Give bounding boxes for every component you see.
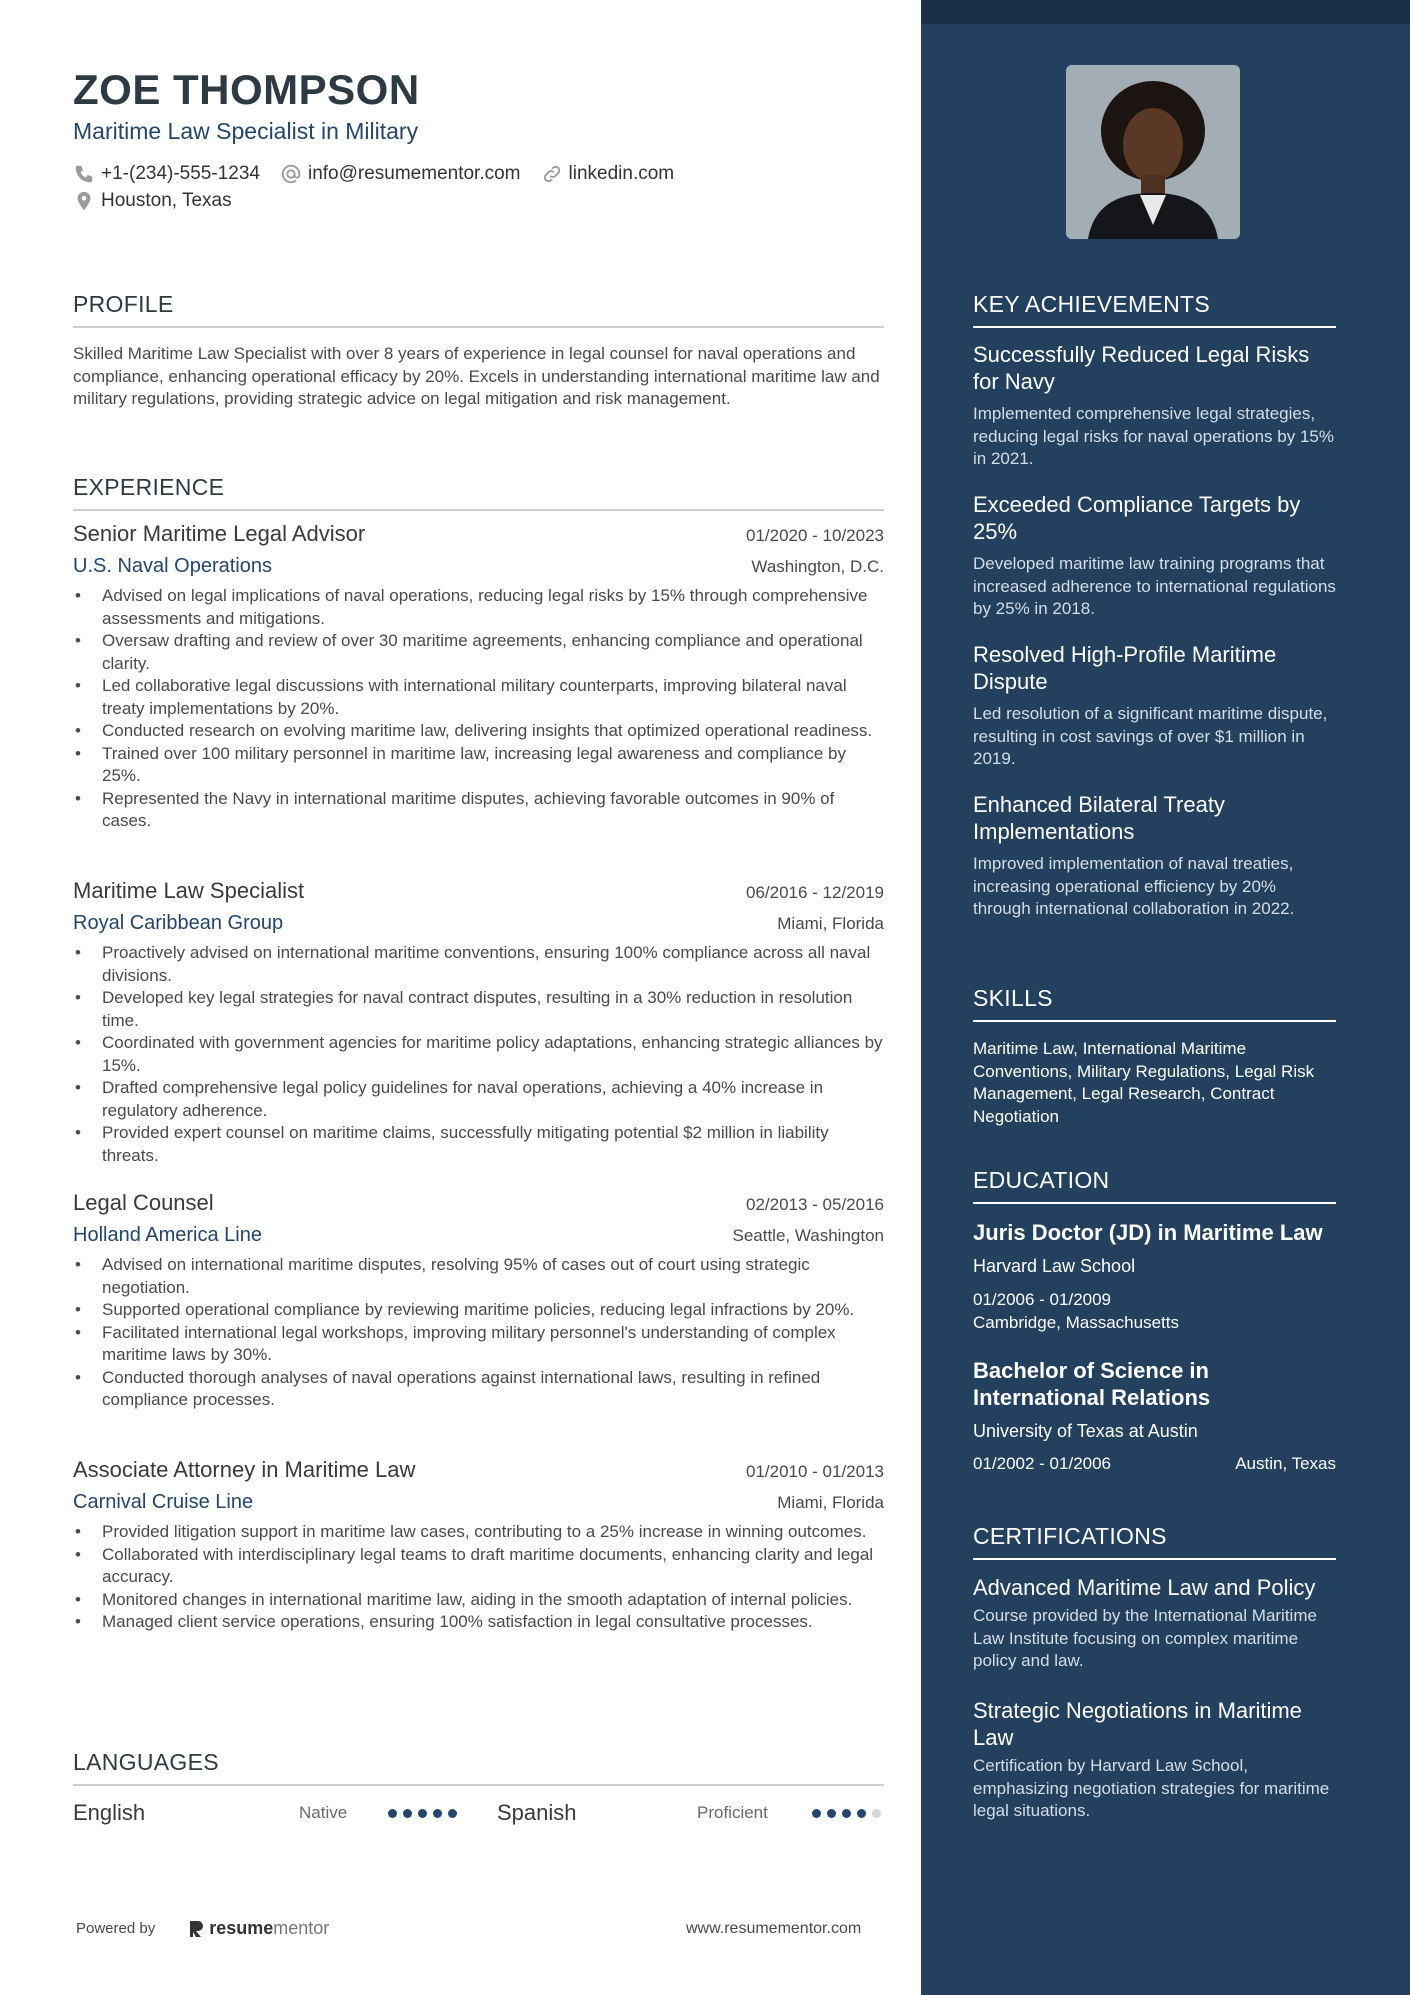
language-name: English [73,1800,146,1825]
achievement-desc: Improved implementation of naval treaties, increasing operational efficiency by 20% through international collaboration in 2022. [973,854,1295,918]
rating-dot-filled [388,1809,397,1818]
job-dates: 06/2016 - 12/2019 [745,883,884,902]
profile-summary: Skilled Maritime Law Specialist with over 8 years of experience in legal counsel for naval operations and compliance, enhancing operational efficacy by 20%. Excels in understanding international maritime law and military regulations, providing strategic advice on legal mitigation and risk management. [73,344,880,408]
job-entry [73,1190,884,1412]
job-bullet: • Managed client service operations, ensuring 100% satisfaction in legal consultative processes. [73,1611,884,1634]
job-entry [73,1457,884,1634]
rating-dot-filled [448,1809,457,1818]
education-item [973,1357,1336,1474]
job-bullet: • Supported operational compliance by reviewing maritime policies, reducing legal infractions by 20%. [73,1299,884,1322]
education-degree: Bachelor of Science in International Relations [973,1358,1211,1410]
job-entry [73,521,884,833]
achievement-title: Resolved High-Profile Maritime Dispute [973,642,1277,694]
portrait-photo-icon [1066,65,1240,239]
job-bullet: • Drafted comprehensive legal policy guidelines for naval operations, achieving a 40% increase in regulatory adherence. [73,1077,884,1122]
language-name: Spanish [497,1800,577,1825]
job-company: U.S. Naval Operations [73,555,272,577]
job-role: Maritime Law Specialist [73,878,305,903]
sidebar [921,0,1410,1995]
language-rating [388,1809,463,1818]
achievement-desc: Implemented comprehensive legal strategies, reducing legal risks for naval operations by 15% in 2021. [973,404,1334,468]
job-bullet: • Conducted research on evolving maritime law, delivering insights that optimized operational readiness. [73,720,884,743]
contact-email[interactable] [280,163,521,185]
job-bullet: • Led collaborative legal discussions with international military counterparts, improving bilateral naval treaty implementations by 20%. [73,675,884,720]
job-role: Legal Counsel [73,1190,214,1215]
job-bullet: • Collaborated with interdisciplinary legal teams to draft maritime documents, enhancing clarity and legal accuracy. [73,1544,884,1589]
footer-website[interactable]: www.resumementor.com [686,1920,862,1937]
job-location: Miami, Florida [777,1493,884,1512]
job-title: Maritime Law Specialist in Military [73,118,419,144]
education-school: University of Texas at Austin [973,1421,1198,1441]
achievements-heading: KEY ACHIEVEMENTS [973,291,1336,328]
job-bullet: • Developed key legal strategies for naval contract disputes, resulting in a 30% reduction in resolution time. [73,987,884,1032]
education-location: Cambridge, Massachusetts [973,1312,1179,1332]
job-bullet: • Trained over 100 military personnel in maritime law, increasing legal awareness and compliance by 25%. [73,743,884,788]
linkedin-text: linkedin.com [568,162,675,184]
achievement-desc: Led resolution of a significant maritime dispute, resulting in cost savings of over $1 million in 2019. [973,704,1328,768]
certification-desc: Certification by Harvard Law School, emphasizing negotiation strategies for maritime legal situations. [973,1756,1330,1820]
job-bullet: • Advised on international maritime disputes, resolving 95% of cases out of court using strategic negotiation. [73,1254,884,1299]
rating-dot-filled [418,1809,427,1818]
achievement-title: Exceeded Compliance Targets by 25% [973,492,1301,544]
rating-dot-filled [827,1809,836,1818]
certification-title: Advanced Maritime Law and Policy [973,1575,1316,1600]
job-bullet: • Monitored changes in international maritime law, aiding in the smooth adaptation of internal policies. [73,1589,884,1612]
languages-list [73,1798,884,1828]
certification-title: Strategic Negotiations in Maritime Law [973,1698,1302,1750]
job-bullet: • Represented the Navy in international maritime disputes, achieving favorable outcomes in 90% of cases. [73,788,884,833]
sidebar-top-bar [921,0,1410,24]
job-bullet: • Coordinated with government agencies for maritime policy adaptations, enhancing strategic alliances by 15%. [73,1032,884,1077]
job-bullet: • Proactively advised on international maritime conventions, ensuring 100% compliance across all naval divisions. [73,942,884,987]
education-location: Austin, Texas [1235,1454,1336,1473]
resumementor-logo-icon [187,1919,205,1939]
job-bullet: • Facilitated international legal workshops, improving military personnel's understanding of complex maritime laws by 30%. [73,1322,884,1367]
brand-light: mentor [273,1918,330,1938]
job-company: Carnival Cruise Line [73,1491,254,1513]
contact-location [73,190,232,212]
certifications-heading: CERTIFICATIONS [973,1523,1336,1560]
job-bullets [73,585,884,833]
job-company: Holland America Line [73,1224,262,1246]
skills-list: Maritime Law, International Maritime Conventions, Military Regulations, Legal Risk Management, Legal Research, Contract Negotiation [973,1039,1315,1126]
job-location: Miami, Florida [777,914,884,933]
link-icon [541,163,563,185]
job-role: Associate Attorney in Maritime Law [73,1457,416,1482]
language-item [497,1798,887,1828]
languages-heading: LANGUAGES [73,1749,884,1786]
achievement-item [973,791,1336,921]
experience-heading: EXPERIENCE [73,474,884,511]
job-bullet: • Advised on legal implications of naval operations, reducing legal risks by 15% through comprehensive assessments and mitigations. [73,585,884,630]
job-dates: 02/2013 - 05/2016 [745,1195,884,1214]
education-school: Harvard Law School [973,1256,1136,1276]
phone-text: +1-(234)-555-1234 [101,162,260,184]
language-item [73,1798,463,1828]
contact-linkedin[interactable] [541,163,675,185]
job-entry [73,878,884,1167]
job-bullets [73,1521,884,1634]
achievement-item [973,641,1336,771]
footer-powered [76,1918,329,1939]
rating-dot-filled [403,1809,412,1818]
rating-dot-empty [872,1809,881,1818]
certification-item [973,1574,1336,1673]
job-location: Washington, D.C. [751,557,884,576]
achievement-item [973,491,1336,621]
education-dates: 01/2002 - 01/2006 [973,1454,1112,1473]
phone-icon [73,163,95,185]
language-level: Proficient [697,1803,768,1822]
location-text: Houston, Texas [101,189,232,211]
skills-heading: SKILLS [973,985,1336,1022]
rating-dot-filled [433,1809,442,1818]
language-level: Native [299,1803,348,1822]
job-bullet: • Provided litigation support in maritime law cases, contributing to a 25% increase in winning outcomes. [73,1521,884,1544]
certification-desc: Course provided by the International Maritime Law Institute focusing on complex maritime policy and law. [973,1606,1317,1670]
job-dates: 01/2020 - 10/2023 [745,526,884,545]
job-bullets [73,942,884,1167]
job-location: Seattle, Washington [732,1226,884,1245]
job-company: Royal Caribbean Group [73,912,284,934]
brand-bold: resume [209,1918,274,1938]
profile-photo [1066,65,1240,239]
powered-by-text: Powered by [76,1920,156,1937]
job-role: Senior Maritime Legal Advisor [73,521,366,546]
email-text: info@resumementor.com [307,162,521,184]
job-bullet: • Oversaw drafting and review of over 30 maritime agreements, enhancing compliance and operational clarity. [73,630,884,675]
language-rating [812,1809,887,1818]
certification-item [973,1697,1336,1823]
candidate-name: ZOE THOMPSON [73,66,420,113]
rating-dot-filled [842,1809,851,1818]
job-dates: 01/2010 - 01/2013 [745,1462,884,1481]
contact-phone [73,163,260,185]
achievement-title: Enhanced Bilateral Treaty Implementations [973,792,1225,844]
education-degree: Juris Doctor (JD) in Maritime Law [973,1220,1323,1245]
achievement-item [973,341,1336,471]
at-sign-icon [280,163,302,185]
job-bullet: • Conducted thorough analyses of naval operations against international laws, resulting in refined compliance processes. [73,1367,884,1412]
contact-info [73,160,893,214]
education-item [973,1219,1336,1334]
achievement-title: Successfully Reduced Legal Risks for Navy [973,342,1310,394]
education-meta [973,1454,1336,1474]
education-heading: EDUCATION [973,1167,1336,1204]
location-pin-icon [73,190,95,212]
job-bullet: • Provided expert counsel on maritime claims, successfully mitigating potential $2 million in liability threats. [73,1122,884,1167]
job-bullets [73,1254,884,1412]
rating-dot-filled [812,1809,821,1818]
rating-dot-filled [857,1809,866,1818]
brand-logo[interactable] [187,1918,329,1939]
profile-heading: PROFILE [73,291,884,328]
education-dates: 01/2006 - 01/2009 [973,1290,1112,1309]
achievement-desc: Developed maritime law training programs that increased adherence to international regulations by 25% in 2018. [973,554,1336,618]
